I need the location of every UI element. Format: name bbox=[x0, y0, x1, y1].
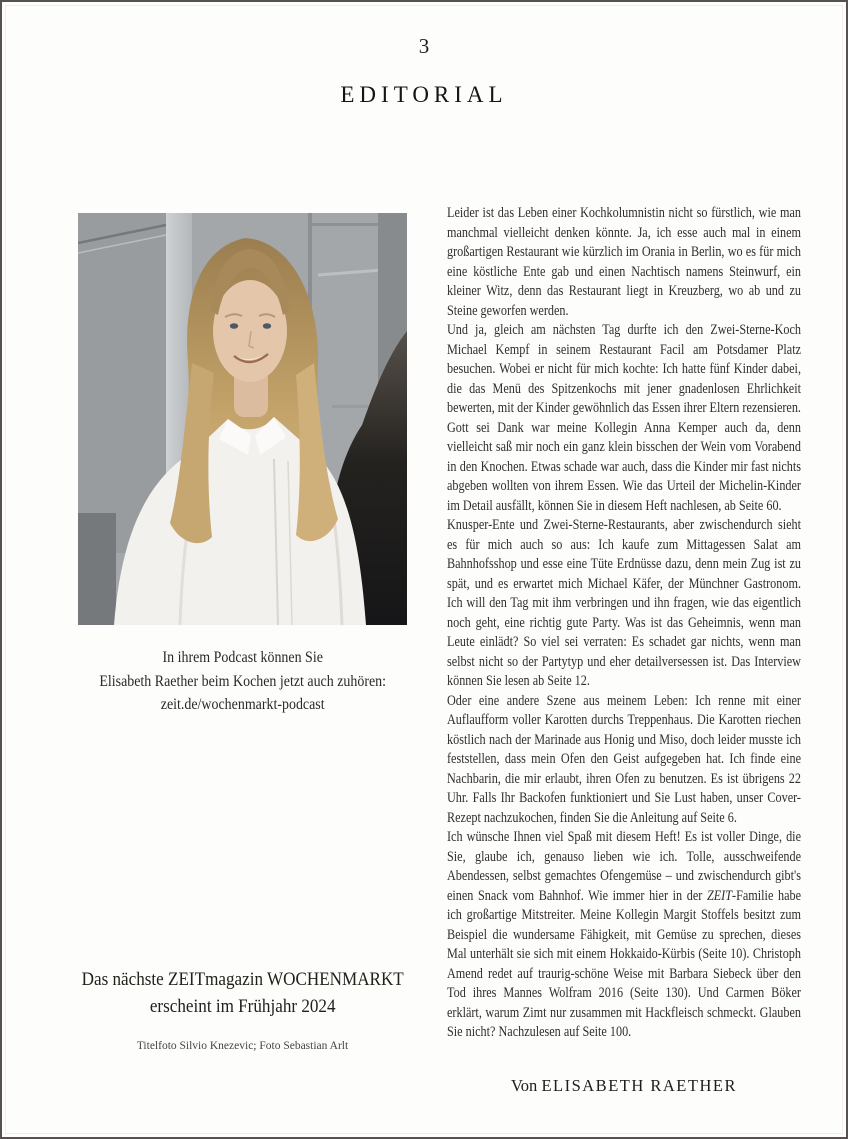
podcast-caption bbox=[78, 646, 407, 717]
byline bbox=[447, 1076, 801, 1096]
article-paragraph: Ich wünsche Ihnen viel Spaß mit diesem Heft! Es ist voller Dinge, die Sie, glaube ich, genauso lieben wie ich. Tolle, ausschweifende Abendessen, selbst gemachtes Ofengemüse – und zwischendurch gibt's einen Snack vom Bahnhof. Wie immer hier in der ZEIT-Familie habe ich großartige Mitstreiter. Meine Kollegin Margit Stoffels besitzt zum Beispiel die wundersame Fähigkeit, mit Gemüse zu sprechen, dieses Mal unterhält sie sich mit einem Hokkaido-Kürbis (Seite 10). Christoph Amend redet auf traurig-schöne Weise mit Barbara Siebeck über den Tod ihres Mannes Wolfram 2016 (Seite 130). Und Carmen Böker erklärt, warum Zimt nur zusammen mit Hackfleisch schmeckt. Glauben Sie nicht? Nachzulesen auf Seite 100. bbox=[447, 829, 801, 1040]
article-paragraph: Leider ist das Leben einer Kochkolumnistin nicht so fürstlich, wie man manchmal vielleicht denken könnte. Ja, ich esse auch mal in einem großartigen Restaurant wie kürzlich im Orania in Berlin, wo es für mich eine köstliche Ente gab und einen Nachtisch namens Steinwurf, ein kleiner Witz, denn das Restaurant liegt in Kreuzberg, wo ab und zu Steine geworfen werden. bbox=[447, 205, 801, 319]
section-title: EDITORIAL bbox=[340, 82, 508, 107]
next-issue-note bbox=[78, 966, 407, 1020]
page-number: 3 bbox=[418, 34, 430, 58]
article-body bbox=[447, 204, 801, 1043]
article-paragraph: Knusper-Ente und Zwei-Sterne-Restaurants, aber zwischendurch sieht es für mich auch so aus: Ich kaufe zum Mittagessen Salat am Bahnhofsshop und esse eine Tüte Erdnüsse dazu, denn mein Zug ist zu spät, und es erwartet mich Michael Käfer, der Münchner Gastronom. Ich will den Tag mit ihm verbringen und ihn fragen, wie das eigentlich noch geht, eine richtig gute Party. Was ist das Geheimnis, wenn man Leute einlädt? So viel sei verraten: Es schadet gar nichts, wenn man selbst nicht so der Partytyp und eher detailversessen ist. Das Interview können Sie lesen ab Seite 12. bbox=[447, 517, 801, 689]
byline-prefix: Von bbox=[511, 1076, 542, 1095]
photo-credit: Titelfoto Silvio Knezevic; Foto Sebastian Arlt bbox=[136, 1040, 349, 1052]
caption-line: In ihrem Podcast können Sie bbox=[162, 649, 323, 666]
announcement-line: Das nächste ZEITmagazin WOCHENMARKT bbox=[81, 969, 404, 990]
caption-line: zeit.de/wochenmarkt-podcast bbox=[160, 696, 325, 713]
article-paragraph: Und ja, gleich am nächsten Tag durfte ich den Zwei-Sterne-Koch Michael Kempf in seinem Restaurant Facil am Potsdamer Platz besuchen. Wobei er nicht für mich kochte: Ich hatte fünf Kinder dabei, die das Menü des Spitzenkochs mit jener gnadenlosen Ehrlichkeit bewerten, mit der Kinder gewöhnlich das Essen ihrer Eltern rezensieren. Gott sei Dank war meine Kollegin Anna Kemper auch da, denn vielleicht saß mir noch ein ganz klein bisschen der Wein vom Vorabend in den Knochen. Etwas schade war auch, dass die Kinder mir fast nichts abgeben wollten von ihrem Essen. Wie das Urteil der Michelin-Kinder im Detail ausfällt, können Sie in diesem Heft nachlesen, ab Seite 60. bbox=[447, 322, 801, 514]
caption-line: Elisabeth Raether beim Kochen jetzt auch zuhören: bbox=[99, 672, 387, 690]
byline-name: ELISABETH RAETHER bbox=[541, 1076, 737, 1095]
article-paragraph: Oder eine andere Szene aus meinem Leben: Ich renne mit einer Auflaufform voller Karotten durchs Treppenhaus. Die Karotten riechen köstlich nach der Marinade aus Honig und Miso, doch leider musste ich feststellen, dass mein Ofen den Geist aufgegeben hat. Ich finde eine Nachbarin, die mir erlaubt, ihren Ofen zu benutzen. Es ist übrigens 22 Uhr. Falls Ihr Backofen funktioniert und Sie Lust haben, unser Cover-Rezept nachzukochen, finden Sie die Anleitung auf Seite 6. bbox=[447, 692, 801, 826]
portrait-photo bbox=[78, 213, 407, 625]
announcement-line: erscheint im Frühjahr 2024 bbox=[149, 996, 336, 1017]
portrait-illustration bbox=[78, 213, 407, 625]
